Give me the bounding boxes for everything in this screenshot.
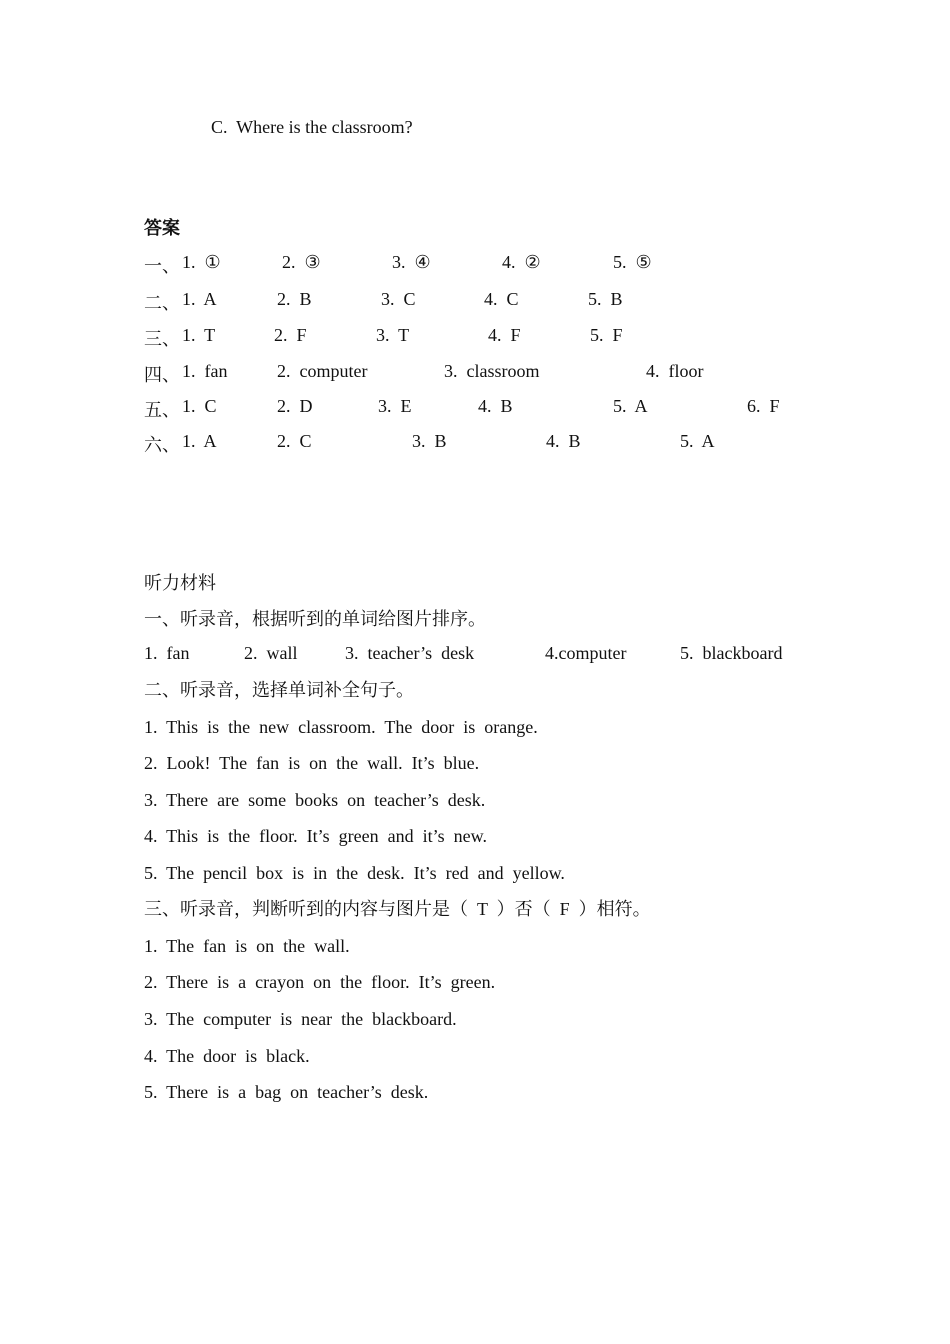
answer-item: 3. ④ xyxy=(392,252,431,272)
listening-title: 听力材料 xyxy=(144,573,216,593)
word-item: 1. fan xyxy=(144,643,190,663)
answer-item: 4. B xyxy=(478,396,513,416)
answer-prefix: 三、 xyxy=(144,329,180,349)
word-item: 3. teacher’s desk xyxy=(345,643,475,663)
answer-item: 1. A xyxy=(182,289,217,309)
answer-item: 4. ② xyxy=(502,252,541,272)
section2-sentence: 3. There are some books on teacher’s desk. xyxy=(144,790,486,810)
answer-prefix: 一、 xyxy=(144,256,180,276)
section2-sentence: 4. This is the floor. It’s green and it’s new. xyxy=(144,826,487,846)
answer-item: 2. F xyxy=(274,325,307,345)
answer-row-1 xyxy=(144,252,844,274)
section3-sentence: 3. The computer is near the blackboard. xyxy=(144,1009,457,1029)
answer-row-2 xyxy=(144,289,844,311)
answer-item: 4. B xyxy=(546,431,581,451)
answer-prefix: 六、 xyxy=(144,435,180,455)
answer-item: 2. D xyxy=(277,396,313,416)
word-item: 5. blackboard xyxy=(680,643,783,663)
answer-item: 3. classroom xyxy=(444,361,540,381)
answer-item: 4. C xyxy=(484,289,519,309)
answer-item: 1. A xyxy=(182,431,217,451)
answer-item: 3. T xyxy=(376,325,410,345)
answer-item: 2. computer xyxy=(277,361,368,381)
answer-prefix: 二、 xyxy=(144,293,180,313)
section2-sentence: 2. Look! The fan is on the wall. It’s blue. xyxy=(144,753,480,773)
answer-title: 答案 xyxy=(144,218,180,238)
answer-item: 4. F xyxy=(488,325,521,345)
answer-item: 1. T xyxy=(182,325,216,345)
section3-heading: 三、听录音，判断听到的内容与图片是（ T ）否（ F ）相符。 xyxy=(144,899,651,919)
answer-row-5 xyxy=(144,396,844,418)
answer-item: 5. A xyxy=(613,396,648,416)
section3-sentence: 1. The fan is on the wall. xyxy=(144,936,350,956)
answer-item: 1. fan xyxy=(182,361,228,381)
answer-item: 5. A xyxy=(680,431,715,451)
answer-item: 5. F xyxy=(590,325,623,345)
answer-item: 2. ③ xyxy=(282,252,321,272)
word-item: 4.computer xyxy=(545,643,627,663)
answer-item: 3. B xyxy=(412,431,447,451)
answer-item: 2. C xyxy=(277,431,312,451)
answer-row-6 xyxy=(144,431,844,453)
section1-heading: 一、听录音，根据听到的单词给图片排序。 xyxy=(144,609,486,629)
section2-sentence: 5. The pencil box is in the desk. It’s red and yellow. xyxy=(144,863,565,883)
answer-item: 3. E xyxy=(378,396,412,416)
answer-prefix: 四、 xyxy=(144,365,180,385)
section1-words xyxy=(144,643,844,665)
answer-row-3 xyxy=(144,325,844,347)
answer-item: 1. ① xyxy=(182,252,221,272)
top-option: C. Where is the classroom? xyxy=(211,117,413,137)
answer-item: 1. C xyxy=(182,396,217,416)
answer-item: 5. B xyxy=(588,289,623,309)
answer-item: 3. C xyxy=(381,289,416,309)
answer-prefix: 五、 xyxy=(144,400,180,420)
section3-sentence: 5. There is a bag on teacher’s desk. xyxy=(144,1082,429,1102)
answer-item: 2. B xyxy=(277,289,312,309)
section3-sentence: 4. The door is black. xyxy=(144,1046,310,1066)
word-item: 2. wall xyxy=(244,643,298,663)
answer-item: 6. F xyxy=(747,396,780,416)
section2-sentence: 1. This is the new classroom. The door is orange. xyxy=(144,717,538,737)
answer-row-4 xyxy=(144,361,844,383)
answer-item: 4. floor xyxy=(646,361,704,381)
section3-sentence: 2. There is a crayon on the floor. It’s green. xyxy=(144,972,496,992)
section2-heading: 二、听录音，选择单词补全句子。 xyxy=(144,680,414,700)
answer-item: 5. ⑤ xyxy=(613,252,652,272)
